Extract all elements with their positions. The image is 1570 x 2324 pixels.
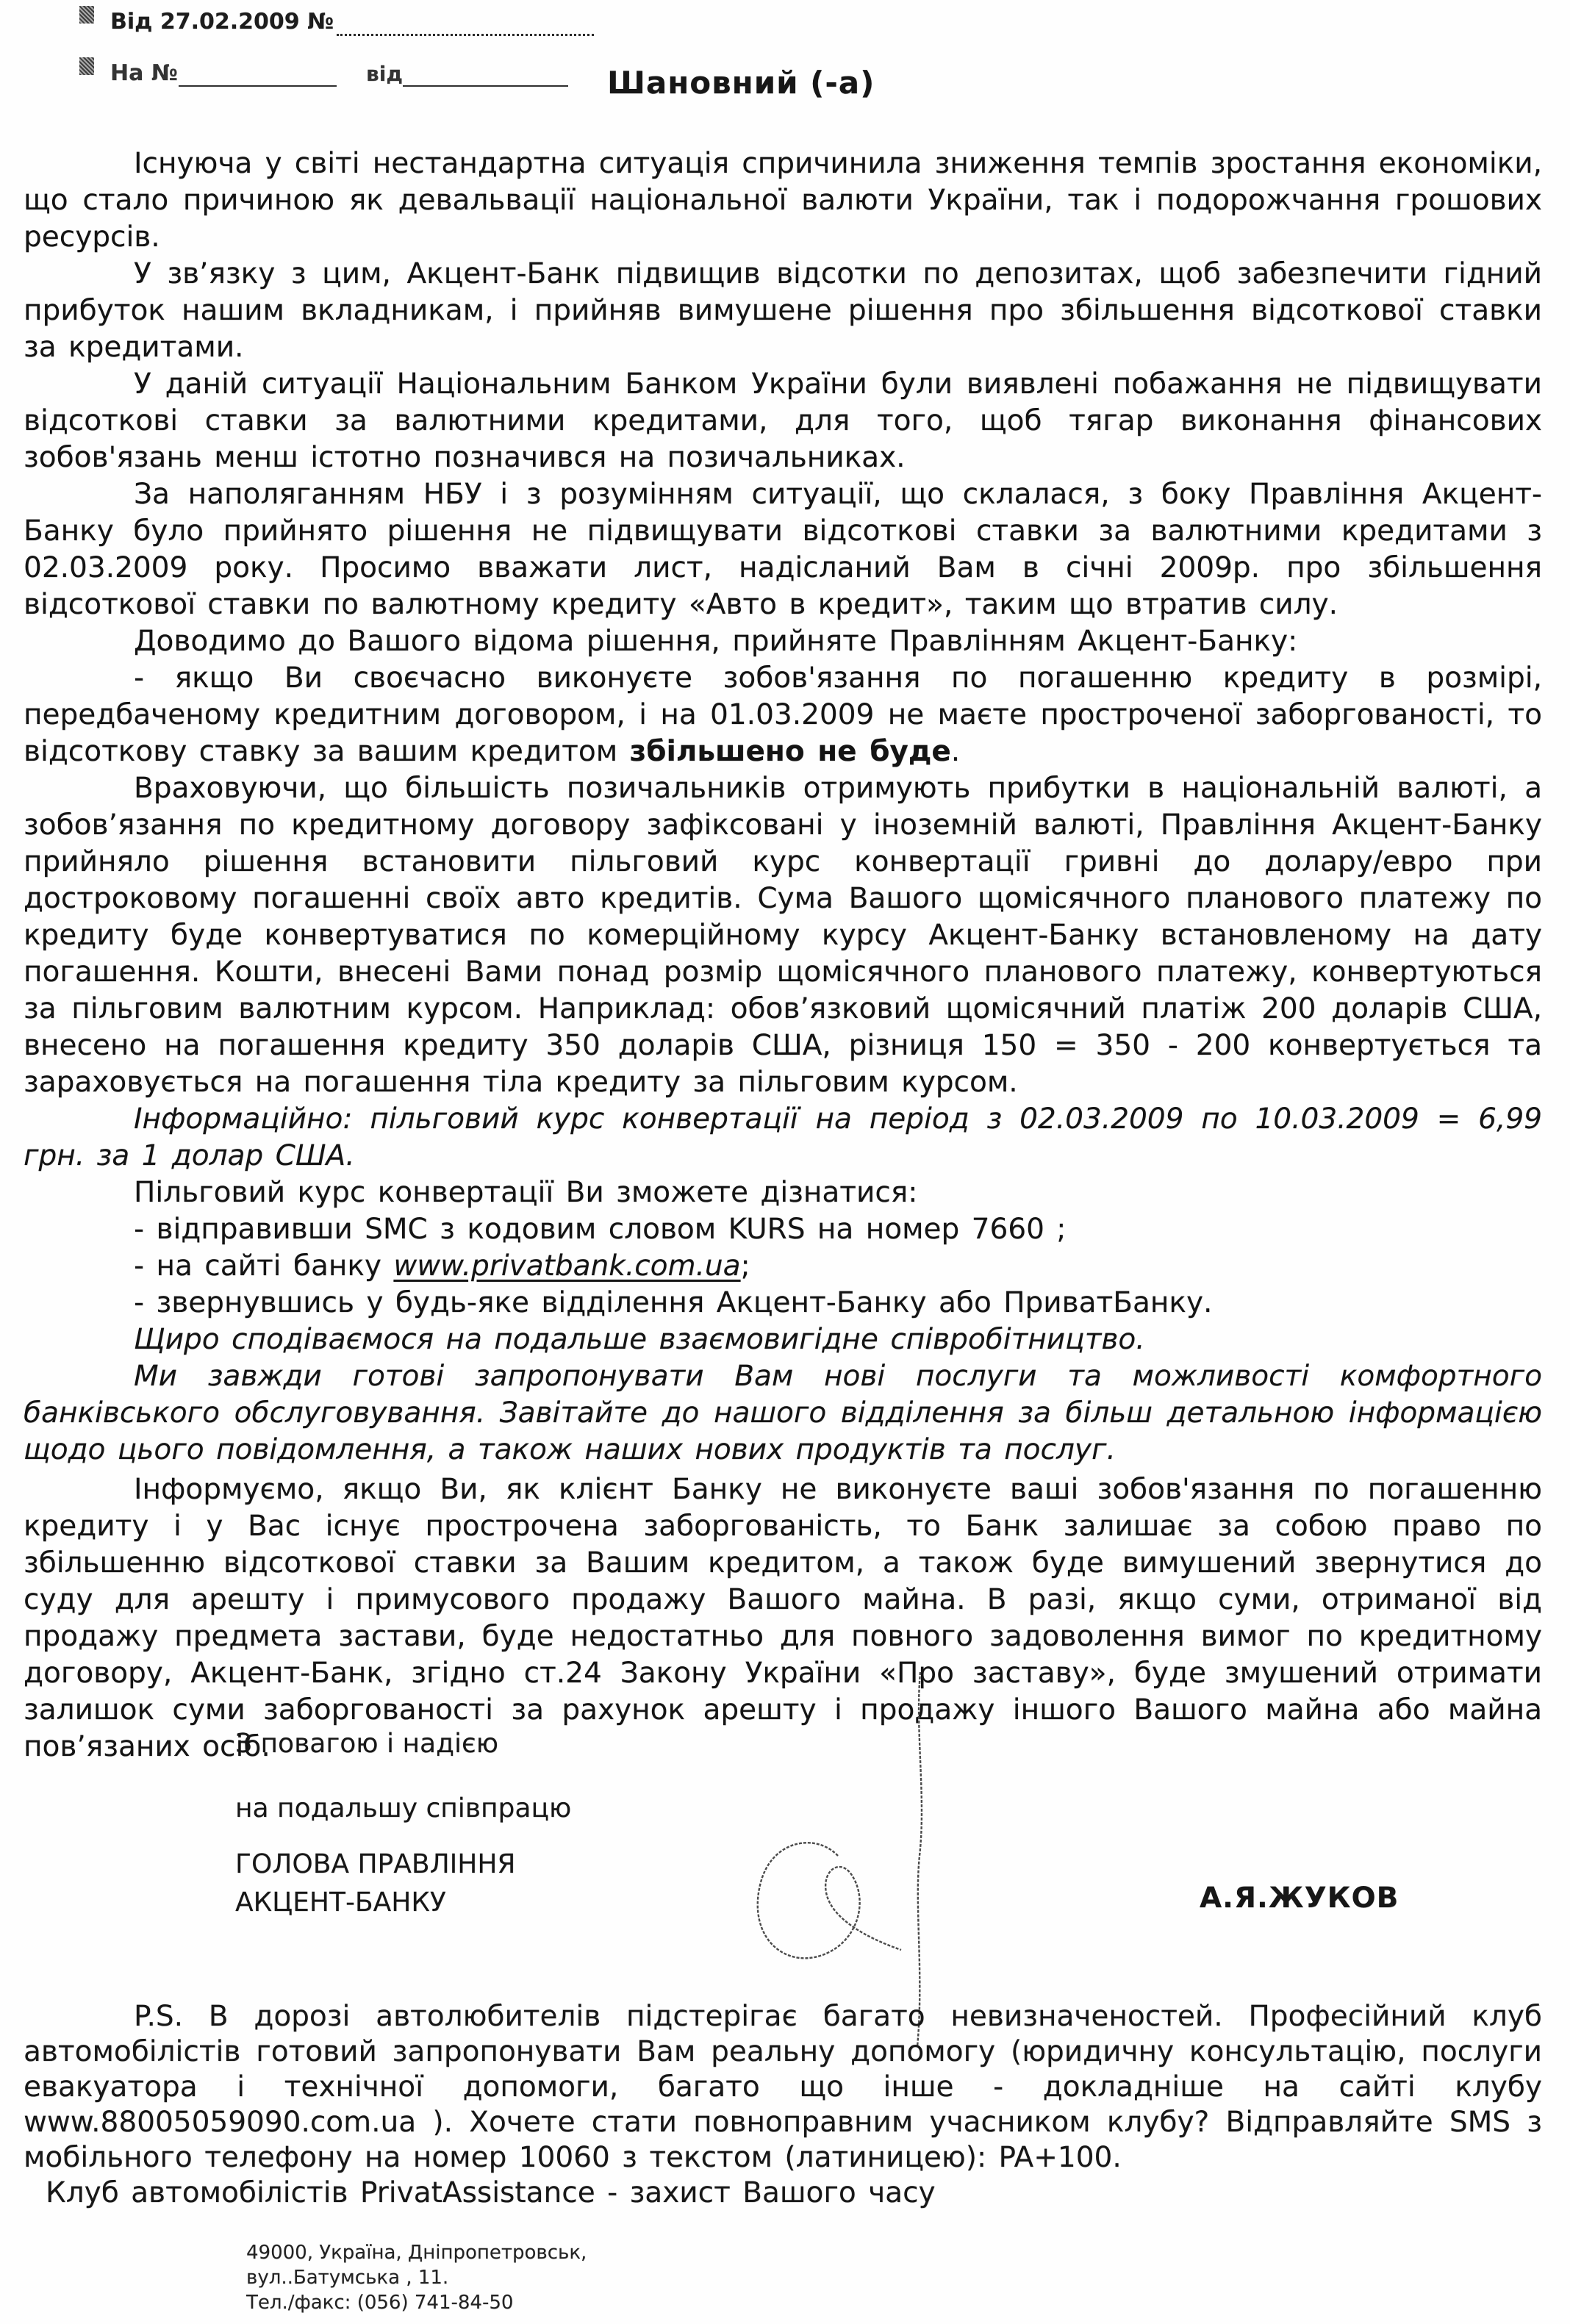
paragraph-hope: Щиро сподіваємося на подальше взаємовигідне співробітництво. <box>134 1323 1145 1356</box>
paragraph-kurs-intro: Пільговий курс конвертації Ви зможете дізнатися: <box>134 1176 918 1209</box>
blank-underline-incoming-date <box>403 85 568 87</box>
halftone-square-icon <box>79 57 94 75</box>
paragraph-condition <box>24 660 1542 770</box>
paragraph-info-rate: Інформаційно: пільговий курс конвертації на період з 02.03.2009 по 10.03.2009 = 6,99 грн. за 1 долар США. <box>24 1102 1542 1172</box>
paragraph-services: Ми завжди готові запропонувати Вам нові послуги та можливості комфортного банківського обслуговування. Завітайте до нашого відділення за більш детальною інформацією щодо цього повідомлення, а також наших нових продуктів та послуг. <box>24 1360 1542 1466</box>
text-segment: - якщо Ви своєчасно виконуєте зобов'язання по погашенню кредиту в розмірі, передбаченому кредитним договором, і на 01.03.2009 не маєте простроченої заборгованості, то відсоткову ставку за вашим кредитом <box>24 661 1542 768</box>
paragraph-intro: Існуюча у світі нестандартна ситуація спричинила зниження темпів зростання економіки, що стало причиною як девальвації національної валюти України, так і подорожчання грошових ресурсів. <box>24 147 1542 254</box>
paragraph-warning: Інформуємо, якщо Ви, як клієнт Банку не виконуєте ваші зобов'язання по погашенню кредиту і у Вас існує прострочена заборгованість, то Банк залишає за собою право по збільшенню відсоткової ставки за Вашим кредитом, а також буде вимушений звернутися до суду для арешту і примусового продажу Вашого майна. В разі, якщо суми, отриманої від продажу предмета застави, буде недостатньо для повного задоволення вимог по кредитному договору, Акцент-Банк, згідно ст.24 Закону України «Про заставу», буде змушений отримати залишок суми заборгованості за рахунок арешту і продажу іншого Вашого майна або майна пов’язаних осіб. <box>24 1473 1542 1763</box>
paragraph-announce: Доводимо до Вашого відома рішення, прийняте Правлінням Акцент-Банку: <box>134 625 1298 658</box>
text-segment: . <box>950 735 961 768</box>
list-item-sms: - відправивши SMC з кодовим словом KURS на номер 7660 ; <box>134 1213 1067 1246</box>
signer-title: ГОЛОВА ПРАВЛІННЯ <box>235 1849 516 1879</box>
club-slogan-line: Клуб автомобілістів PrivatAssistance - захист Вашого часу <box>46 2176 936 2209</box>
paragraph-deposits: У зв’язку з цим, Акцент-Банк підвищив відсотки по депозитах, щоб забезпечити гідний прибуток нашим вкладникам, і прийняв вимушене рішення про збільшення відсоткової ставки за кредитами. <box>24 257 1542 364</box>
phone-fax-line: Тел./факс: (056) 741-84-50 <box>246 2292 514 2314</box>
paragraph-postscript: P.S. В дорозі автолюбителів підстерігає багато невизначеностей. Професійний клуб автомобілістів готовий запропонувати Вам реальну допомогу (юридичну консультацію, послуги евакуатора і технічної допомоги, багато що інше - докладніше на сайті клубу www.88005059090.com.ua ). Хочете стати повноправним учасником клубу? Відправляйте SMS з мобільного телефону на номер 10060 з текстом (латиницею): PA+100. <box>24 2000 1542 2174</box>
paragraph-decision: За наполяганням НБУ і з розумінням ситуації, що склалася, з боку Правління Акцент-Банку було прийнято рішення не підвищувати відсоткові ставки за валютними кредитами з 02.03.2009 року. Просимо вважати лист, надісланий Вам в січні 2009р. про збільшення відсоткової ставки по валютному кредиту «Авто в кредит», таким що втратив силу. <box>24 478 1542 621</box>
text-segment: ; <box>740 1249 750 1283</box>
address-line: вул..Батумська , 11. <box>246 2267 449 2289</box>
paragraph-conversion: Враховуючи, що більшість позичальників отримують прибутки в національній валюті, а зобов’язання по кредитному договору зафіксовані у іноземній валюті, Правління Акцент-Банку прийняло рішення встановити пільговий курс конвертації гривні до долару/евро при достроковому погашенні своїх авто кредитів. Сума Вашого щомісячного планового платежу по кредиту буде конвертуватися по комерційному курсу Акцент-Банку встановленому на дату погашення. Кошти, внесені Вами понад розмір щомісячного планового платежу, конвертуються за пільговим валютним курсом. Наприклад: обов’язковий щомісячний платіж 200 доларів США, внесено на погашення кредиту 350 доларів США, різниця 150 = 350 - 200 конвертується та зараховується на погашення тіла кредиту за пільговим курсом. <box>24 772 1542 1099</box>
closing-line: на подальшу співпрацю <box>235 1793 572 1823</box>
halftone-square-icon <box>79 6 94 24</box>
list-item-site <box>24 1248 1542 1285</box>
address-line: 49000, Україна, Дніпропетровськ, <box>246 2242 587 2264</box>
incoming-date-label: від <box>366 62 403 86</box>
text-segment: - на сайті банку <box>134 1249 394 1283</box>
handwritten-signature-icon <box>728 1665 978 2054</box>
blank-underline-incoming-number <box>179 85 337 87</box>
postscript-block <box>24 1999 1542 2211</box>
signer-title: АКЦЕНТ-БАНКУ <box>235 1887 446 1918</box>
footer-address <box>246 2240 587 2315</box>
signer-name: А.Я.ЖУКОВ <box>1200 1882 1399 1915</box>
letter-body <box>24 146 1542 1468</box>
closing-line: З повагою і надією <box>235 1729 499 1759</box>
salutation-heading: Шановний (-а) <box>607 65 875 101</box>
privatbank-link[interactable]: www.privatbank.com.ua <box>393 1249 741 1283</box>
outgoing-date-label: Від 27.02.2009 № <box>110 9 334 35</box>
incoming-number-label: На № <box>110 60 178 86</box>
paragraph-nbu: У даній ситуації Національним Банком України були виявлені побажання не підвищувати відсоткові ставки за валютними кредитами, для того, щоб тягар виконання фінансових зобов'язань менш істотно позначився на позичальниках. <box>24 367 1542 474</box>
list-item-branch: - звернувшись у будь-яке відділення Акцент-Банку або ПриватБанку. <box>134 1286 1213 1319</box>
blank-underline-outgoing-number <box>337 34 594 36</box>
bold-emphasis: збільшено не буде <box>629 735 951 768</box>
